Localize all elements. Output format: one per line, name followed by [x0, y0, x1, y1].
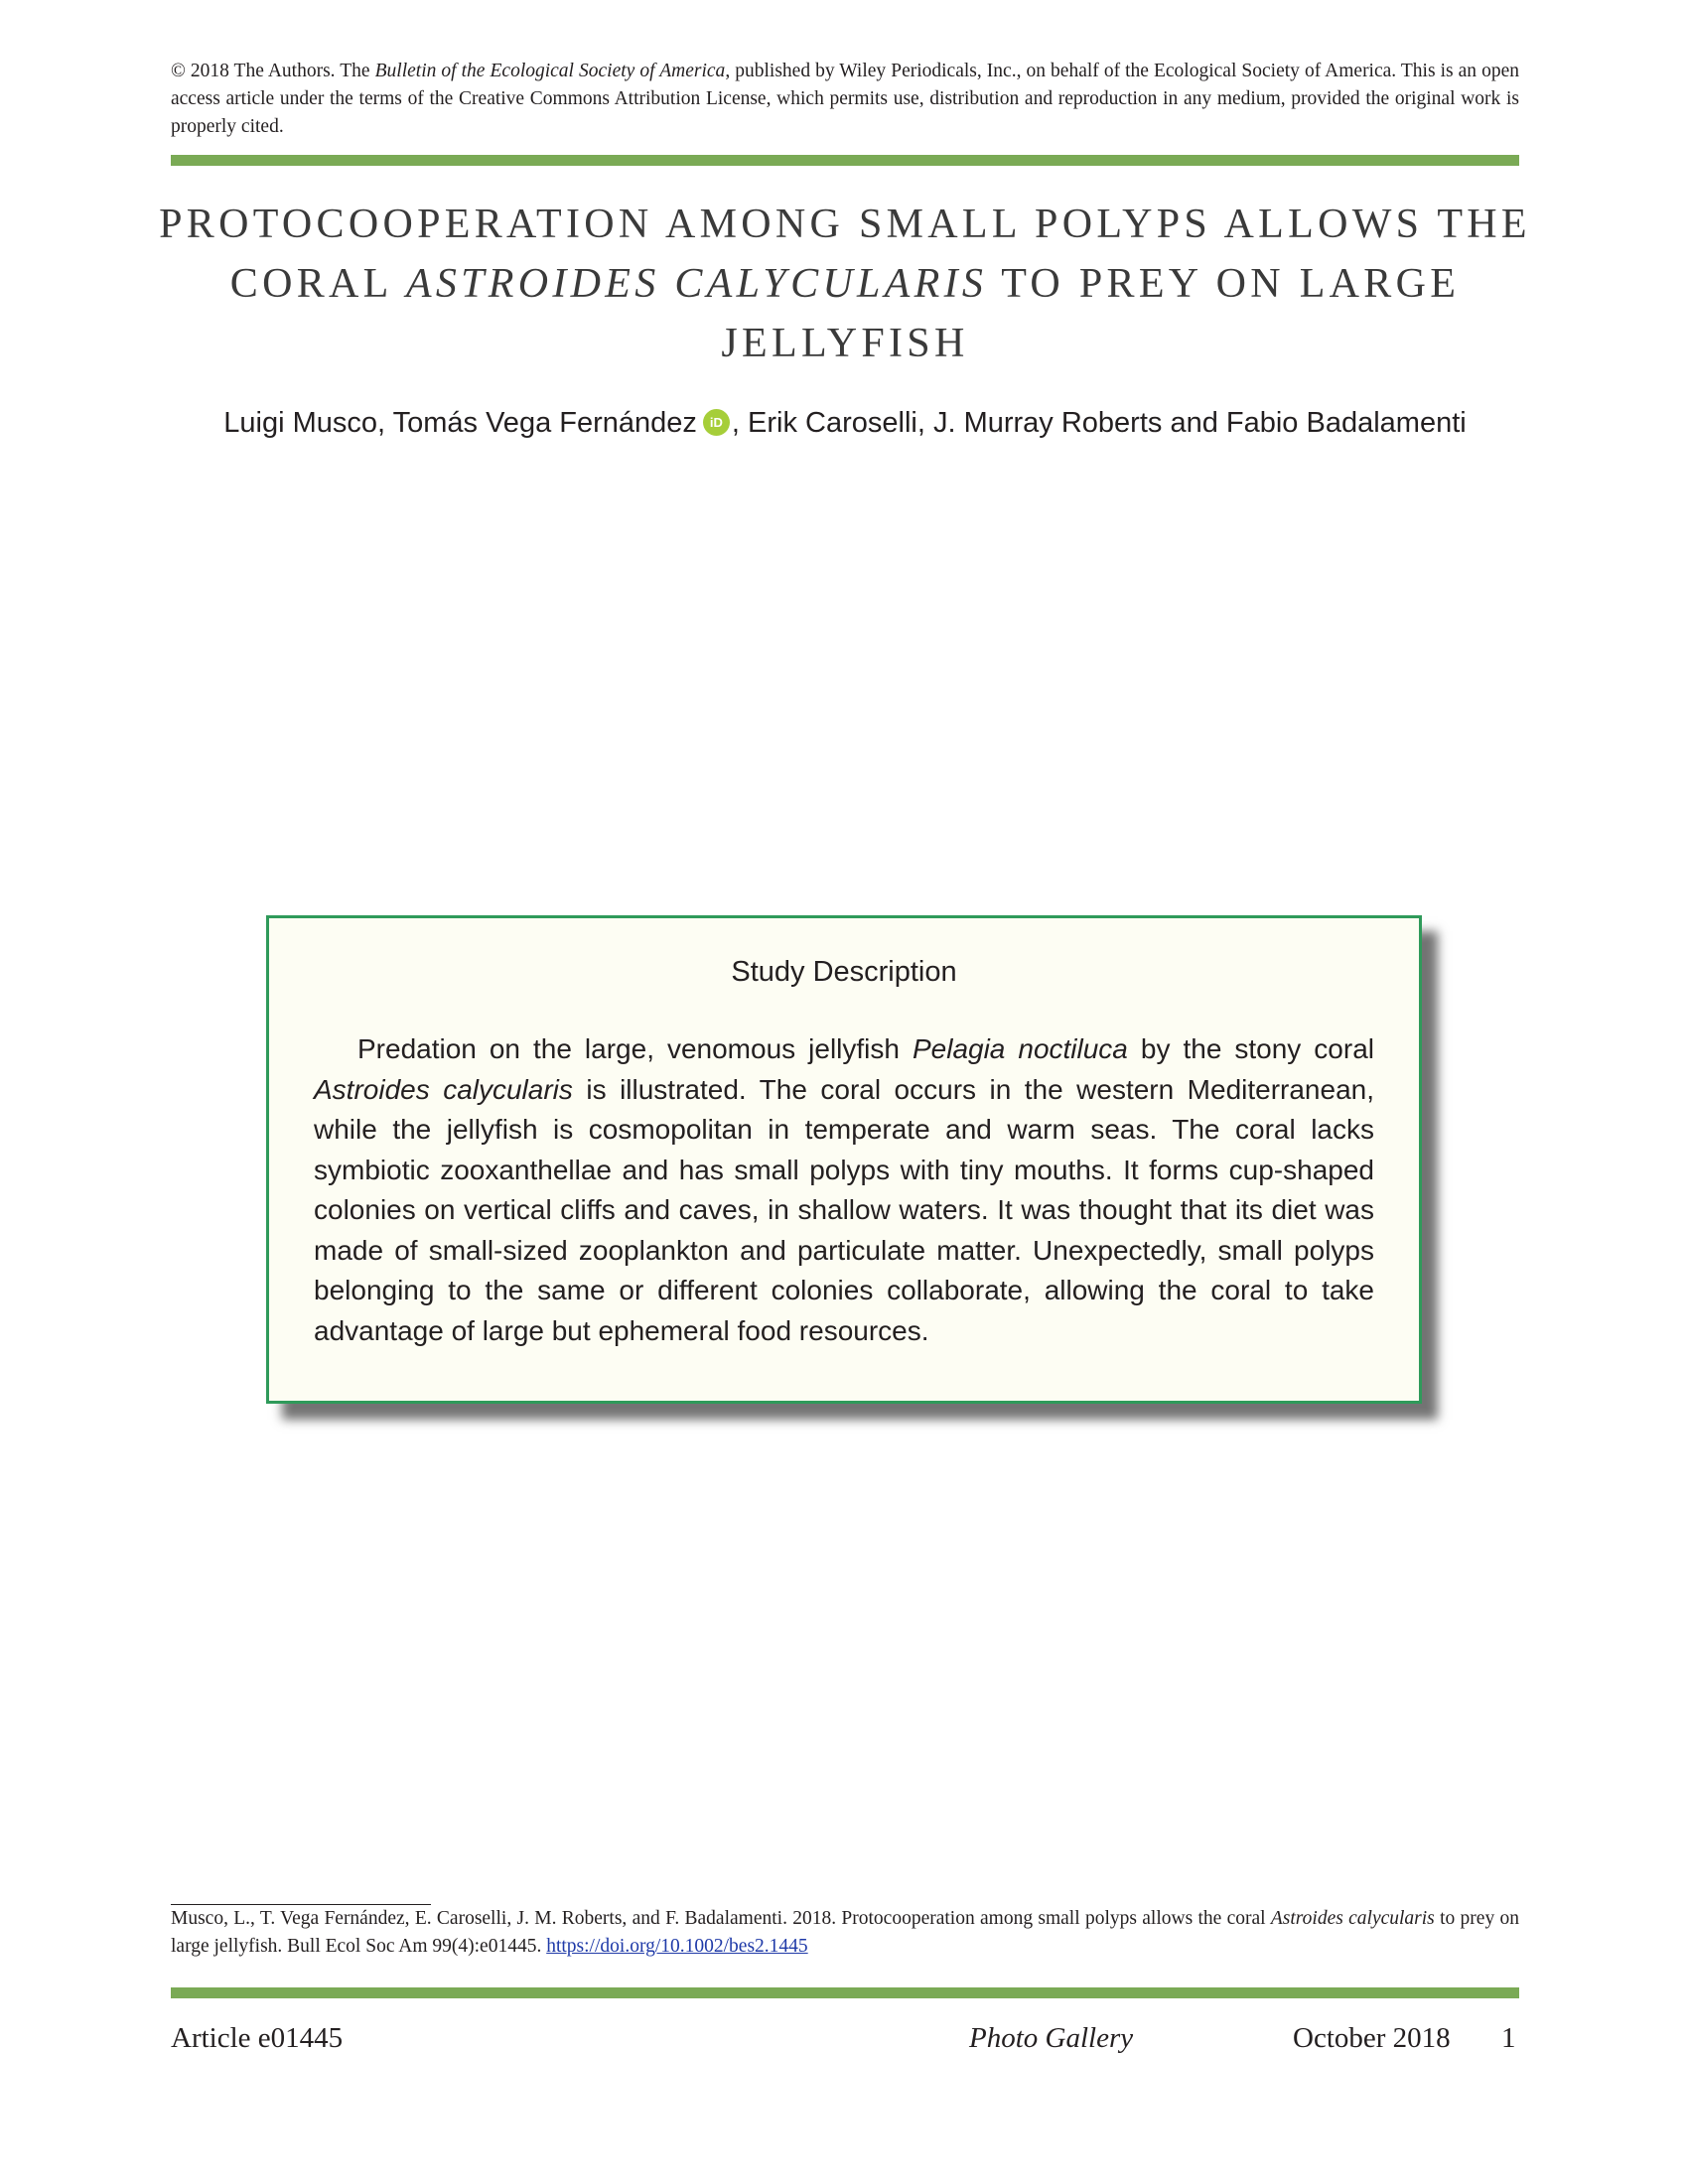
article-title [159, 195, 1531, 373]
title-text-1: PROTOCOOPERATION AMONG SMALL POLYPS ALLOWS THE CORAL [159, 202, 1531, 307]
authors-text-2: , Erik Caroselli, J. Murray Roberts and Fabio Badalamenti [731, 407, 1467, 439]
article-number: Article e01445 [171, 2022, 344, 2054]
title-species: ASTROIDES CALYCULARIS [405, 261, 988, 307]
citation-text-2: to prey on large jellyfish. Bull Ecol Soc Am 99(4):e01445. [171, 1908, 1520, 1957]
issue-date: October 2018 [1293, 2022, 1451, 2054]
study-description-text [314, 1029, 1374, 1351]
orcid-icon[interactable]: iD [703, 409, 730, 436]
study-text-2: by the stony coral [1127, 1033, 1374, 1064]
study-description-box [266, 915, 1422, 1404]
doi-link[interactable]: https://doi.org/10.1002/bes2.1445 [546, 1936, 808, 1957]
bottom-divider [171, 1987, 1519, 1998]
title-text-2: TO PREY ON LARGE JELLYFISH [721, 261, 1461, 366]
citation-text-1: Musco, L., T. Vega Fernández, E. Caroselli, J. M. Roberts, and F. Badalamenti. 2018. Protocooperation among small polyps allows the coral [171, 1908, 1271, 1929]
study-text-1: Predation on the large, venomous jellyfish [357, 1033, 913, 1064]
study-description-heading: Study Description [731, 956, 957, 988]
license-text-2: , published by Wiley Periodicals, Inc., on behalf of the Ecological Society of America. This is an open access article under the terms of the Creative Commons Attribution License, which permits use, distribution and reproduction in any medium, provided the original work is properly cited. [171, 61, 1519, 137]
study-species-coral: Astroides calycularis [314, 1073, 573, 1105]
authors-text-1: Luigi Musco, Tomás Vega Fernández [223, 407, 697, 439]
citation-footnote [171, 1905, 1519, 1961]
author-list [159, 403, 1531, 443]
section-name: Photo Gallery [969, 2022, 1134, 2054]
top-divider [171, 155, 1519, 166]
journal-name: Bulletin of the Ecological Society of America [374, 61, 726, 81]
page-number: 1 [1501, 2022, 1516, 2054]
citation-species: Astroides calycularis [1270, 1908, 1435, 1929]
license-text-1: © 2018 The Authors. The [171, 61, 375, 81]
license-notice [171, 58, 1519, 141]
study-text-3: is illustrated. The coral occurs in the western Mediterranean, while the jellyfish is cosmopolitan in temperate and warm seas. The coral lacks symbiotic zooxanthellae and has small polyps with tiny mouths. It forms cup-shaped colonies on vertical cliffs and caves, in shallow waters. It was thought that its diet was made of small-sized zooplankton and particulate matter. Unexpectedly, small polyps belonging to the same or different colonies collaborate, allowing the coral to take advantage of large but ephemeral food resources. [314, 1073, 1374, 1346]
study-species-jellyfish: Pelagia noctiluca [912, 1033, 1128, 1064]
